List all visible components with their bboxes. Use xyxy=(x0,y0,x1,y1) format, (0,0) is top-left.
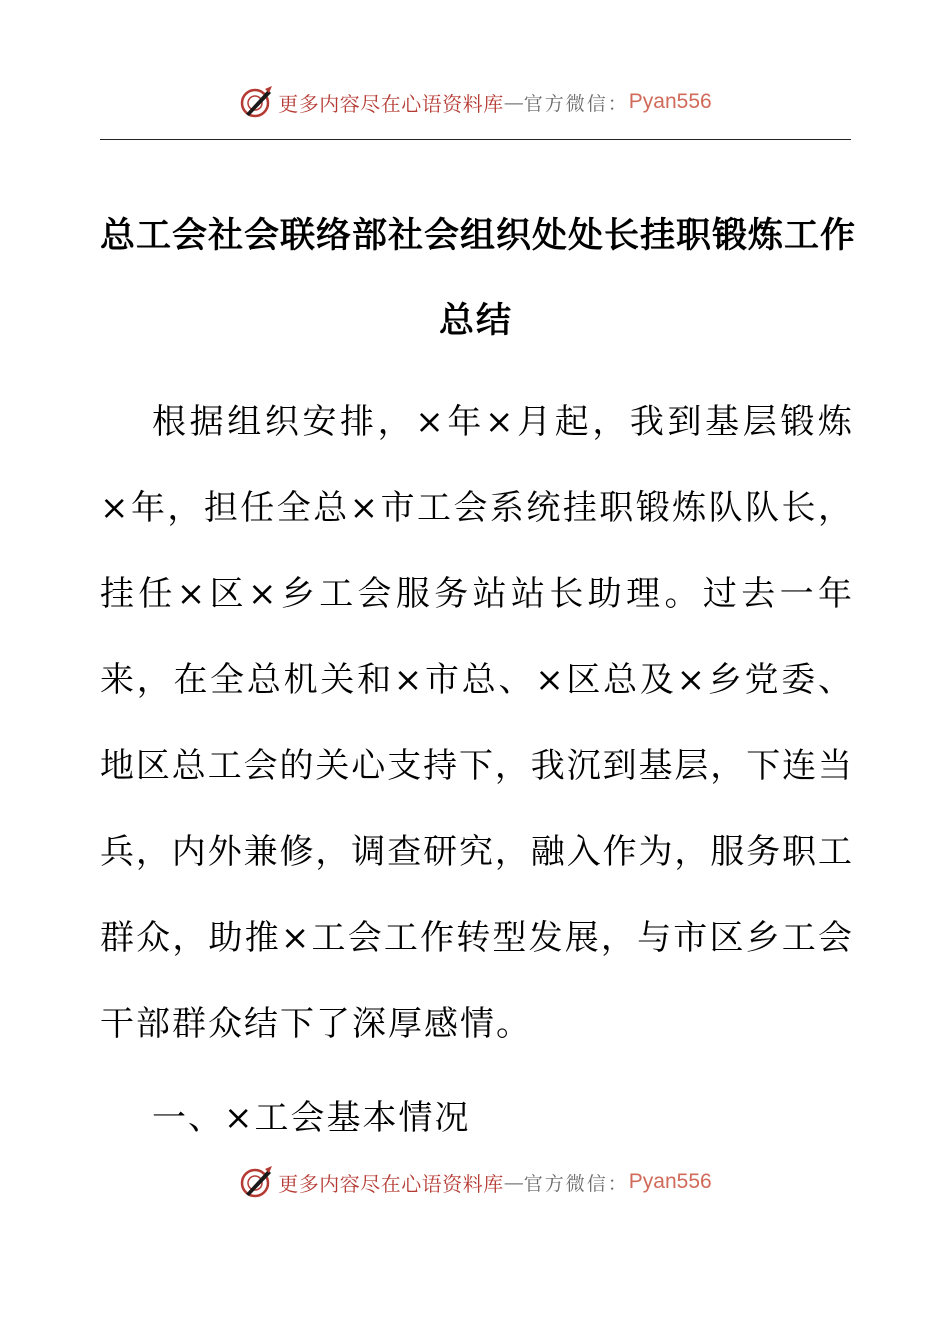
watermark-separator: — xyxy=(503,90,524,114)
watermark-wechat-label: 官方微信： xyxy=(523,1172,629,1195)
paragraph-line: 地区总工会的关心支持下，我沉到基层，下连当 xyxy=(100,746,852,786)
paragraph-line: ×年，担任全总×市工会系统挂职锻炼队队长， xyxy=(100,488,852,528)
header-watermark xyxy=(0,82,950,122)
document-title-line-1: 总工会社会联络部社会组织处处长挂职锻炼工作 xyxy=(100,216,857,256)
watermark-text: 更多内容尽在心语资料库 xyxy=(278,91,504,116)
watermark-text: 更多内容尽在心语资料库 xyxy=(278,1171,504,1196)
watermark-wechat-id: Pyan556 xyxy=(628,1170,712,1193)
paragraph-line: 干部群众结下了深厚感情。 xyxy=(100,1004,532,1044)
section-heading: 一、×工会基本情况 xyxy=(152,1098,471,1138)
footer-watermark xyxy=(0,1162,950,1202)
pen-logo-icon xyxy=(238,1164,274,1200)
paragraph-line: 兵，内外兼修，调查研究，融入作为，服务职工 xyxy=(100,832,852,872)
document-title-line-2: 总结 xyxy=(438,301,513,341)
watermark-wechat-label: 官方微信： xyxy=(523,92,629,115)
paragraph-line: 根据组织安排，×年×月起，我到基层锻炼 xyxy=(152,402,852,442)
watermark-wechat-id: Pyan556 xyxy=(628,90,712,113)
pen-logo-icon xyxy=(238,84,274,120)
paragraph-line: 群众，助推×工会工作转型发展，与市区乡工会 xyxy=(100,918,852,958)
watermark-separator: — xyxy=(503,1170,524,1194)
paragraph-line: 挂任×区×乡工会服务站站长助理。过去一年 xyxy=(100,574,852,614)
header-divider xyxy=(100,139,851,140)
paragraph-line: 来，在全总机关和×市总、×区总及×乡党委、 xyxy=(100,660,852,700)
